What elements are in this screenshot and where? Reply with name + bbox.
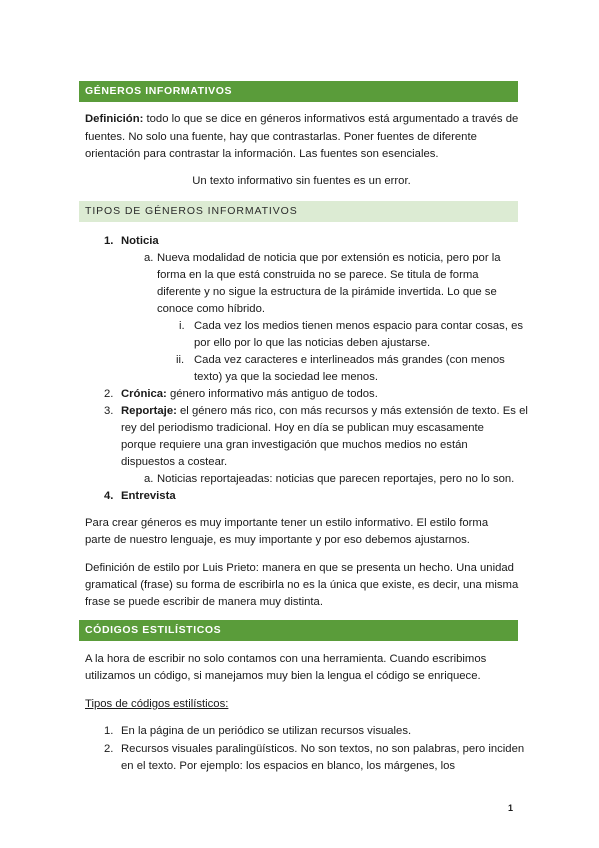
definition-label: Definición: [85, 113, 144, 125]
list-item-text: Recursos visuales paralingüísticos. No son textos, no son palabras, pero inciden [121, 743, 525, 755]
item-text: dispuestos a costear. [121, 456, 228, 468]
list-number: 2. [104, 388, 114, 400]
sub-item-text: Nueva modalidad de noticia que por extensión es noticia, pero por la [157, 252, 501, 264]
list-item-reportaje [121, 403, 528, 421]
paragraph-line: parte de nuestro lenguaje, es muy importante y por eso debemos ajustarnos. [85, 534, 470, 546]
paragraph-line: A la hora de escribir no solo contamos con una herramienta. Cuando escribimos [85, 653, 487, 665]
definition-line-1 [85, 111, 518, 129]
item-text: género informativo más antiguo de todos. [166, 388, 378, 400]
item-title: Crónica: [121, 388, 167, 400]
item-text: rey del periodismo tradicional. Hoy en día se publican muy escasamente [121, 422, 484, 434]
sub-sub-item-text: Cada vez los medios tienen menos espacio para contar cosas, es [194, 320, 524, 332]
centered-statement: Un texto informativo sin fuentes es un error. [192, 175, 411, 187]
sub-sub-item-text: Cada vez caracteres e interlineados más grandes (con menos [194, 354, 505, 366]
item-text: porque requiere una gran investigación que muchos medios no están [121, 439, 468, 451]
paragraph-line: gramatical (frase) su forma de escribirla no es la única que existe, es decir, una misma [85, 579, 519, 591]
page-number: 1 [508, 803, 514, 813]
list-number: 3. [104, 405, 114, 417]
definition-text-1: todo lo que se dice en géneros informativos está argumentado a través de [143, 113, 519, 125]
paragraph-line: frase se puede escribir de manera muy distinta. [85, 596, 323, 608]
sub-item-text: forma en la que está construida no se parece. Se titula de forma [157, 269, 479, 281]
sub-marker: a. [144, 473, 154, 485]
list-item-text: en el texto. Por ejemplo: los espacios en blanco, los márgenes, los [121, 760, 456, 772]
item-title: Reportaje: [121, 405, 177, 417]
list-number: 4. [104, 490, 114, 502]
sub-item-text: diferente y no sigue la estructura de la pirámide invertida. Lo que se [157, 286, 497, 298]
sub-sub-item-text: por ello por lo que las noticias deben ajustarse. [194, 337, 431, 349]
sub-sub-marker: i. [179, 320, 185, 332]
section-heading-codigos: CÓDIGOS ESTILÍSTICOS [79, 620, 518, 641]
section-heading-tipos: TIPOS DE GÉNEROS INFORMATIVOS [79, 201, 518, 222]
subheading-tipos-codigos: Tipos de códigos estilísticos: [85, 698, 229, 710]
item-text: el género más rico, con más recursos y más extensión de texto. Es el [176, 405, 528, 417]
paragraph-line: Para crear géneros es muy importante tener un estilo informativo. El estilo forma [85, 517, 489, 529]
paragraph-line: Definición de estilo por Luis Prieto: manera en que se presenta un hecho. Una unidad [85, 562, 514, 574]
definition-line-2: fuentes. No solo una fuente, hay que contrastarlas. Poner fuentes de diferente [85, 131, 477, 143]
section-heading-generos-informativos: GÉNEROS INFORMATIVOS [79, 81, 518, 102]
list-number: 1. [104, 725, 114, 737]
paragraph-line: utilizamos un código, si manejamos muy bien la lengua el código se enriquece. [85, 670, 481, 682]
sub-sub-marker: ii. [176, 354, 185, 366]
list-number: 2. [104, 743, 114, 755]
sub-item-text: Noticias reportajeadas: noticias que parecen reportajes, pero no lo son. [157, 473, 515, 485]
list-item-cronica [121, 386, 378, 404]
sub-sub-item-text: texto) ya que la sociedad lee menos. [194, 371, 378, 383]
list-number: 1. [104, 235, 114, 247]
sub-marker: a. [144, 252, 154, 264]
sub-item-text: conoce como híbrido. [157, 303, 266, 315]
list-item-text: En la página de un periódico se utilizan recursos visuales. [121, 725, 412, 737]
list-item-entrevista: Entrevista [121, 490, 176, 502]
list-item-noticia: Noticia [121, 235, 159, 247]
definition-line-3: orientación para contrastar la información. Las fuentes son esenciales. [85, 148, 439, 160]
